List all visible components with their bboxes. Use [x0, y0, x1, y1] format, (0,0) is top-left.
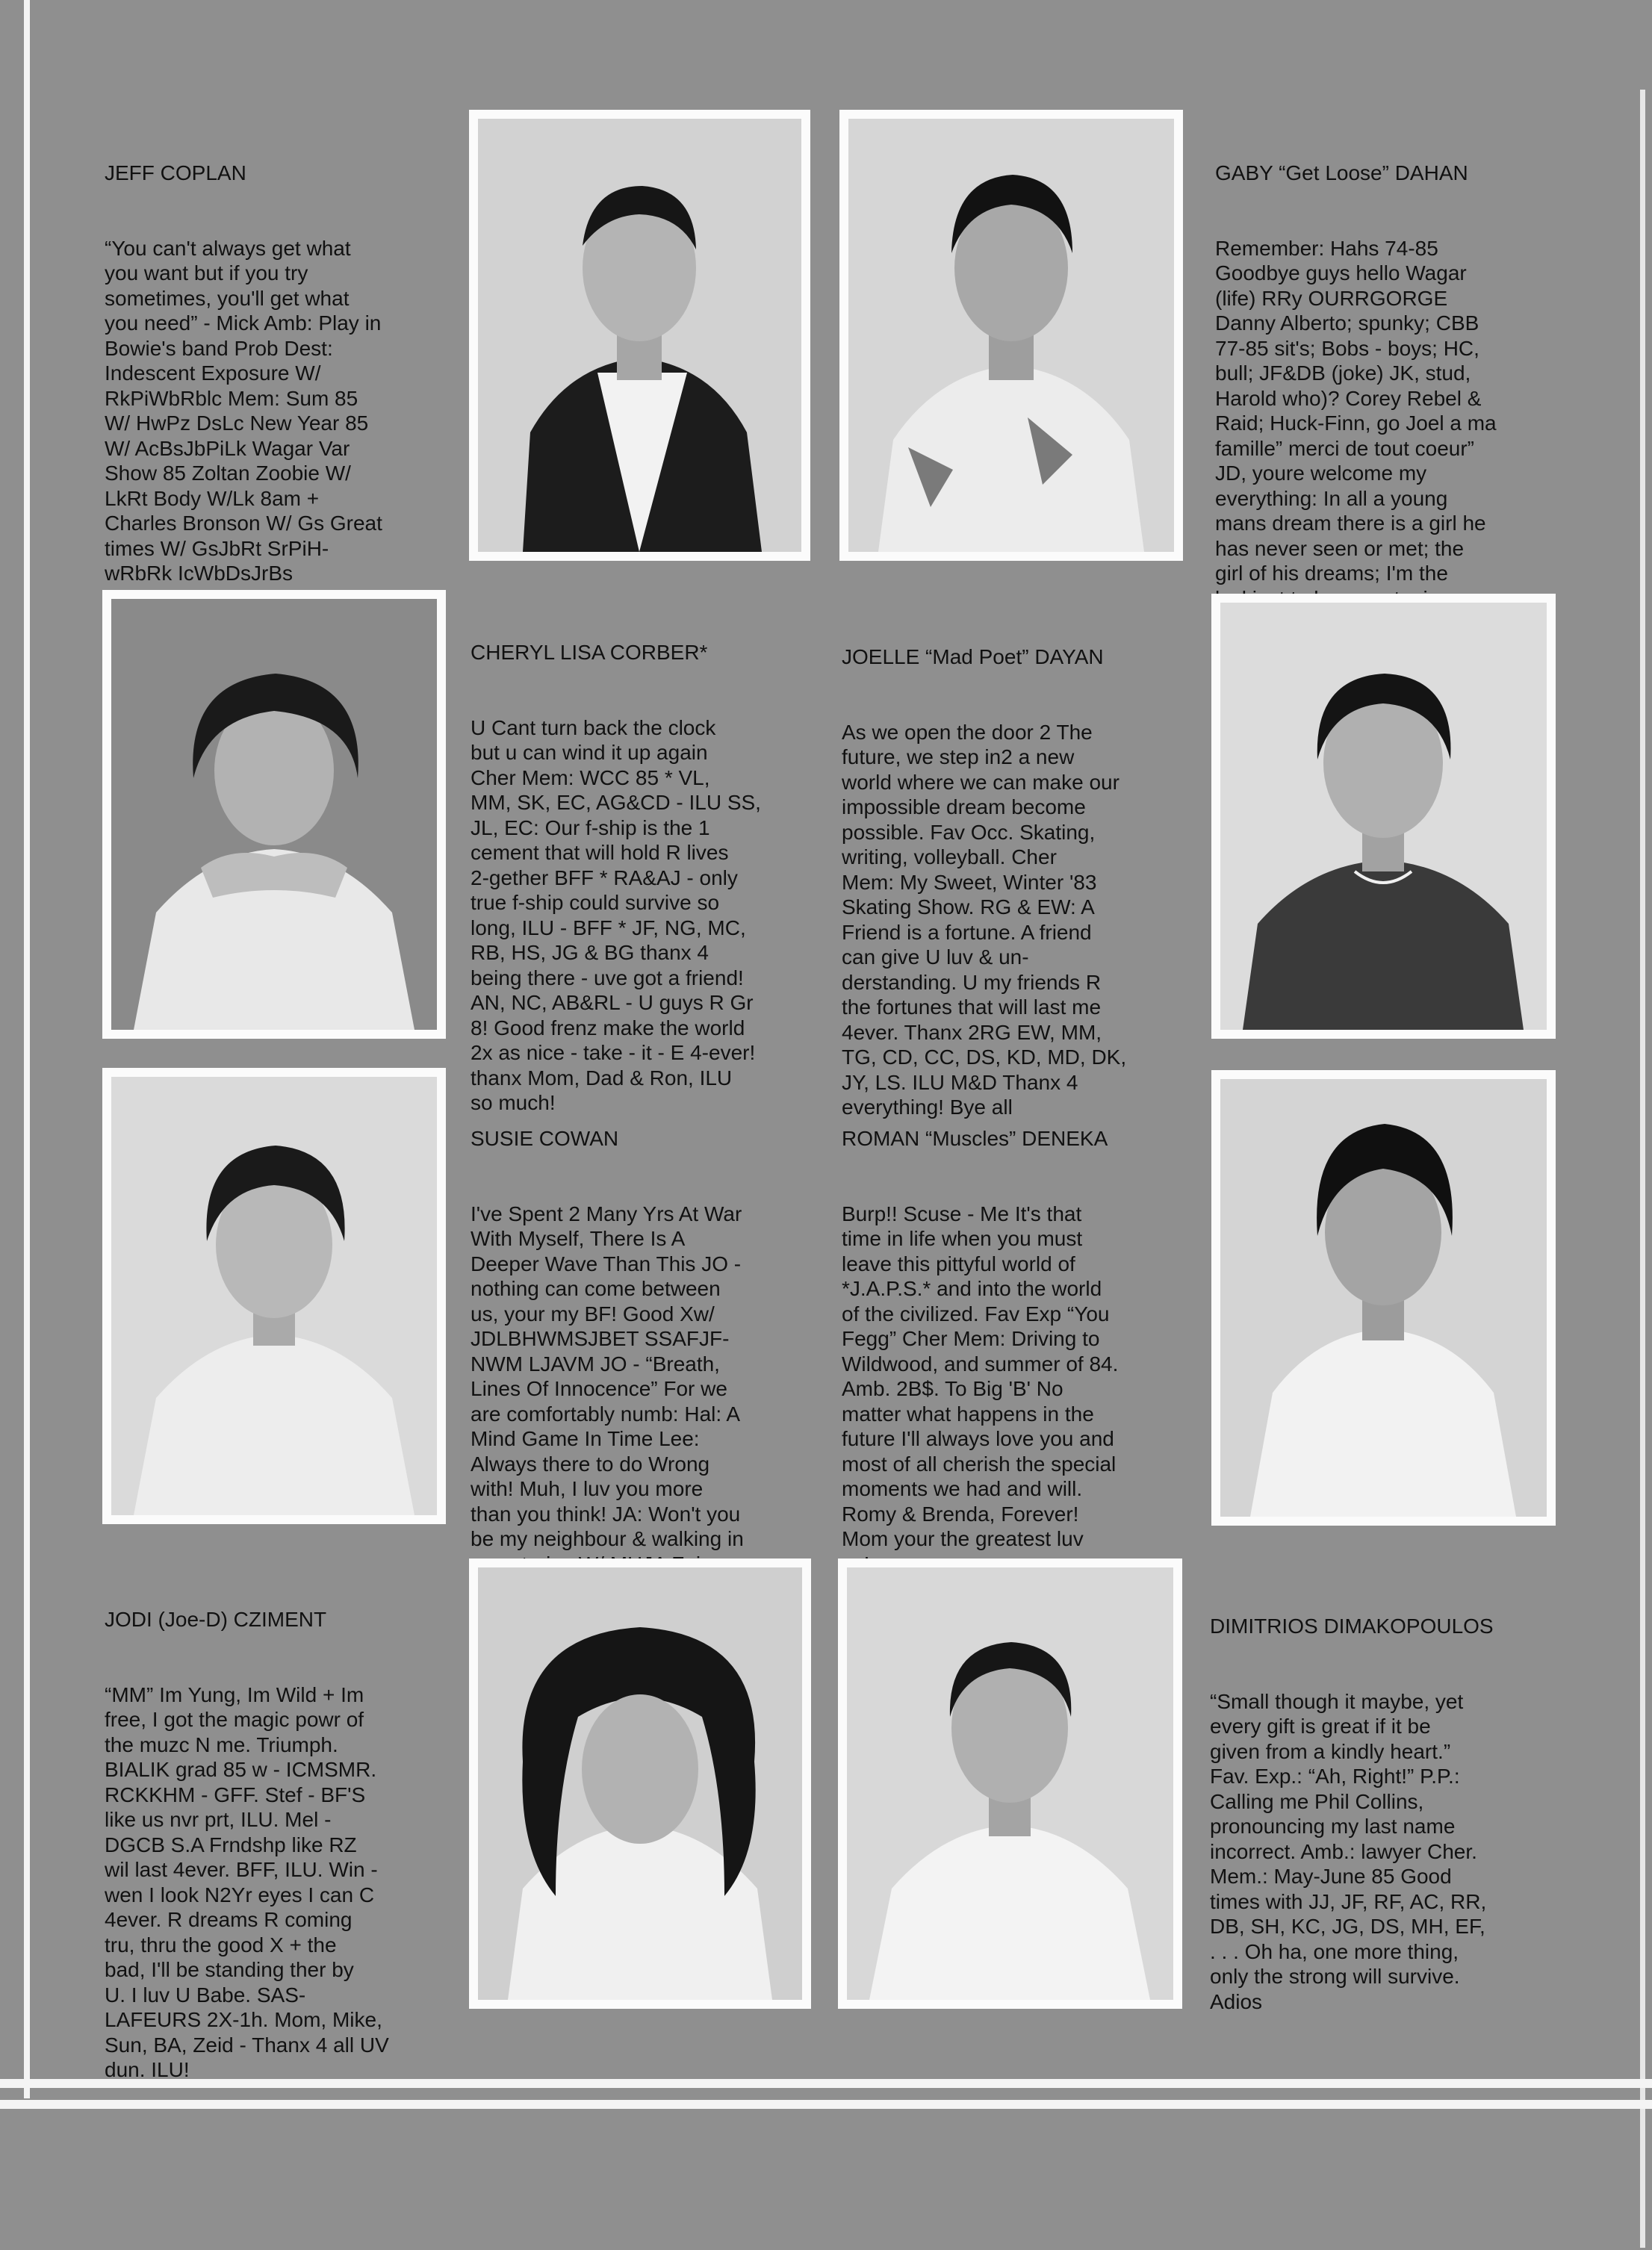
bio-line: Sun, BA, Zeid - Thanx 4 all UV — [105, 2033, 389, 2057]
bio-line: JL, EC: Our f-ship is the 1 — [471, 815, 710, 839]
bio-line: possible. Fav Occ. Skating, — [842, 820, 1096, 844]
bio-line: the muzc N me. Triumph. — [105, 1732, 338, 1756]
portrait-photo-coplan — [469, 110, 810, 561]
bio-line: but u can wind it up again — [471, 741, 708, 764]
bio-line: moments we had and will. — [842, 1477, 1083, 1500]
bio-line: Fav. Exp.: “Ah, Right!” P.P.: — [1210, 1765, 1460, 1788]
bio-line: be my neighbour & walking in — [471, 1527, 744, 1550]
bio-line: famille” merci de tout coeur” — [1215, 436, 1475, 460]
bio-line: so much! — [471, 1091, 556, 1114]
bio-line: wen I look N2Yr eyes I can C — [105, 1883, 375, 1906]
bio-block-corber — [471, 590, 808, 1140]
bio-line: U Cant turn back the clock — [471, 715, 716, 739]
bio-line: like us nvr prt, ILU. Mel - — [105, 1808, 332, 1831]
bio-line: free, I got the magic powr of — [105, 1708, 364, 1731]
right-border-rule — [1640, 90, 1645, 2248]
bio-line: Always there to do Wrong — [471, 1452, 710, 1476]
bio-line: JY, LS. ILU M&D Thanx 4 — [842, 1070, 1078, 1094]
bio-line: Raid; Huck-Finn, go Joel a ma — [1215, 411, 1497, 435]
bio-line: us, your my BF! Good Xw/ — [471, 1302, 715, 1326]
portrait-photo-cowan — [102, 1068, 446, 1524]
bio-line: Remember: Hahs 74-85 — [1215, 236, 1438, 260]
bio-line: can give U luv & un- — [842, 945, 1029, 969]
bio-line: Harold who)? Corey Rebel & — [1215, 386, 1482, 410]
bio-line: “Small though it maybe, yet — [1210, 1689, 1464, 1713]
student-name: JEFF COPLAN — [105, 161, 246, 184]
bio-line: 2x as nice - take - it - E 4-ever! — [471, 1041, 756, 1064]
bio-line: Fegg” Cher Mem: Driving to — [842, 1327, 1100, 1350]
bio-line: Mem: My Sweet, Winter '83 — [842, 870, 1097, 894]
bio-line: long, ILU - BFF * JF, NG, MC, — [471, 916, 746, 939]
bio-line: tru, thru the good X + the — [105, 1933, 337, 1957]
bio-text — [842, 720, 1179, 1120]
bio-line: thanx Mom, Dad & Ron, ILU — [471, 1066, 733, 1090]
bio-line: with! Muh, I luv you more — [471, 1477, 704, 1500]
bio-line: most of all cherish the special — [842, 1452, 1117, 1476]
bio-text — [105, 1682, 442, 2083]
bio-line: times with JJ, JF, RF, AC, RR, — [1210, 1889, 1487, 1913]
bio-line: Danny Alberto; spunky; CBB — [1215, 311, 1479, 335]
bio-line: Bowie's band Prob Dest: — [105, 336, 333, 360]
portrait-photo-dahan — [839, 110, 1183, 561]
bio-line: girl of his dreams; I'm the — [1215, 562, 1448, 585]
bio-text — [471, 715, 808, 1116]
bio-line: time in life when you must — [842, 1227, 1083, 1250]
bio-line: pronouncing my last name — [1210, 1815, 1456, 1838]
bio-line: given from a kindly heart.” — [1210, 1739, 1451, 1763]
bio-line: 8! Good frenz make the world — [471, 1016, 745, 1039]
bio-line: dun. ILU! — [105, 2058, 190, 2081]
bio-line: leave this pittyful world of — [842, 1252, 1075, 1275]
bio-line: . . . Oh ha, one more thing, — [1210, 1939, 1459, 1963]
bio-line: Friend is a fortune. A friend — [842, 920, 1092, 944]
bio-line: AN, NC, AB&RL - U guys R Gr — [471, 991, 754, 1014]
bio-line: Cher Mem: WCC 85 * VL, — [471, 765, 710, 789]
bio-line: being there - uve got a friend! — [471, 966, 744, 989]
bio-line: Skating Show. RG & EW: A — [842, 895, 1095, 919]
bio-line: JDLBHWMSJBET SSAFJF- — [471, 1327, 730, 1350]
bio-line: I've Spent 2 Many Yrs At War — [471, 1202, 742, 1225]
bio-block-dayan — [842, 594, 1179, 1145]
bio-line: bull; JF&DB (joke) JK, stud, — [1215, 361, 1471, 385]
bio-line: derstanding. U my friends R — [842, 970, 1102, 994]
bio-line: sometimes, you'll get what — [105, 286, 350, 310]
bio-line: W/ HwPz DsLc New Year 85 — [105, 411, 369, 435]
bio-line: you need” - Mick Amb: Play in — [105, 311, 382, 335]
bio-line: writing, volleyball. Cher — [842, 845, 1057, 868]
bio-line: only the strong will survive. — [1210, 1965, 1460, 1988]
bio-line: 4ever. R dreams R coming — [105, 1908, 353, 1931]
bio-line: Mem.: May-June 85 Good — [1210, 1865, 1452, 1888]
student-name: GABY “Get Loose” DAHAN — [1215, 161, 1468, 184]
portrait-photo-cziment — [469, 1558, 811, 2009]
bio-text — [1210, 1689, 1547, 2015]
bio-line: the fortunes that will last me — [842, 995, 1102, 1019]
bio-line: Adios — [1210, 1989, 1263, 2013]
bio-block-cziment — [105, 1557, 442, 2107]
bio-line: “You can't always get what — [105, 236, 351, 260]
bio-line: future, we step in2 a new — [842, 745, 1075, 768]
bio-block-dahan — [1215, 111, 1553, 661]
bio-line: JD, youre welcome my — [1215, 462, 1427, 485]
bio-line: wil last 4ever. BFF, ILU. Win - — [105, 1858, 378, 1881]
bio-line: bad, I'll be standing ther by — [105, 1958, 354, 1981]
bio-line: *J.A.P.S.* and into the world — [842, 1277, 1102, 1300]
bio-line: Calling me Phil Collins, — [1210, 1789, 1424, 1813]
bio-line: you want but if you try — [105, 261, 308, 285]
bio-line: incorrect. Amb.: lawyer Cher. — [1210, 1839, 1477, 1863]
bio-line: 2-gether BFF * RA&AJ - only — [471, 865, 738, 889]
bio-block-dimakopoulos — [1210, 1564, 1547, 2039]
bio-text — [842, 1202, 1179, 1577]
bio-line: “MM” Im Yung, Im Wild + Im — [105, 1682, 364, 1706]
bio-line: Romy & Brenda, Forever! — [842, 1502, 1079, 1526]
bio-line: (life) RRy OURRGORGE — [1215, 286, 1448, 310]
bio-line: W/ AcBsJbPiLk Wagar Var — [105, 436, 350, 460]
bio-line: impossible dream become — [842, 795, 1086, 818]
bio-line: RCKKHM - GFF. Stef - BF'S — [105, 1783, 366, 1806]
bio-line: wRbRk IcWbDsJrBs — [105, 562, 294, 585]
bio-line: BIALIK grad 85 w - ICMSMR. — [105, 1758, 377, 1781]
bio-line: 77-85 sit's; Bobs - boys; HC, — [1215, 336, 1479, 360]
bio-line: DGCB S.A Frndshp like RZ — [105, 1833, 357, 1856]
bio-line: As we open the door 2 The — [842, 720, 1093, 744]
bio-text — [471, 1202, 808, 1602]
student-name: SUSIE COWAN — [471, 1127, 619, 1150]
bio-line: Indescent Exposure W/ — [105, 361, 321, 385]
bio-text — [1215, 236, 1553, 636]
bio-line: MM, SK, EC, AG&CD - ILU SS, — [471, 791, 761, 814]
bio-line: are comfortably numb: Hal: A — [471, 1402, 741, 1426]
bio-block-cowan — [471, 1076, 808, 1626]
student-name: CHERYL LISA CORBER* — [471, 641, 708, 664]
bio-line: every gift is great if it be — [1210, 1715, 1431, 1738]
bio-line: LAFEURS 2X-1h. Mom, Mike, — [105, 2008, 382, 2031]
bio-line: TG, CD, CC, DS, KD, MD, DK, — [842, 1045, 1127, 1069]
bio-line: than you think! JA: Won't you — [471, 1502, 741, 1526]
bio-line: Mind Game In Time Lee: — [471, 1427, 700, 1450]
bio-line: NWM LJAVM JO - “Breath, — [471, 1352, 720, 1376]
bio-line: nothing can come between — [471, 1277, 721, 1300]
bio-line: DB, SH, KC, JG, DS, MH, EF, — [1210, 1915, 1485, 1938]
student-name: JOELLE “Mad Poet” DAYAN — [842, 645, 1104, 668]
bio-line: Charles Bronson W/ Gs Great — [105, 512, 382, 535]
bio-line: 4ever. Thanx 2RG EW, MM, — [842, 1020, 1102, 1044]
bio-line: has never seen or met; the — [1215, 536, 1465, 560]
student-name: JODI (Joe-D) CZIMENT — [105, 1608, 327, 1631]
bio-line: world where we can make our — [842, 770, 1120, 794]
bio-line: true f-ship could survive so — [471, 891, 720, 914]
bio-line: Burp!! Scuse - Me It's that — [842, 1202, 1082, 1225]
bio-line: Goodbye guys hello Wagar — [1215, 261, 1467, 285]
bio-line: future I'll always love you and — [842, 1427, 1114, 1450]
bio-line: of the civilized. Fav Exp “You — [842, 1302, 1110, 1326]
bio-line: cement that will hold R lives — [471, 841, 729, 864]
bio-line: Show 85 Zoltan Zoobie W/ — [105, 462, 351, 485]
bio-line: U. I luv U Babe. SAS- — [105, 1983, 306, 2007]
bio-block-deneka — [842, 1076, 1179, 1602]
portrait-photo-corber — [102, 590, 446, 1039]
student-name: ROMAN “Muscles” DENEKA — [842, 1127, 1108, 1150]
left-border-rule — [24, 0, 30, 2098]
bio-line: With Myself, There Is A — [471, 1227, 686, 1250]
bio-line: Lines Of Innocence” For we — [471, 1377, 727, 1400]
student-name: DIMITRIOS DIMAKOPOULOS — [1210, 1615, 1494, 1638]
bio-line: LkRt Body W/Lk 8am + — [105, 486, 320, 510]
bio-line: RkPiWbRblc Mem: Sum 85 — [105, 386, 358, 410]
bio-line: mans dream there is a girl he — [1215, 512, 1486, 535]
bio-line: Mom your the greatest luv — [842, 1527, 1084, 1550]
bio-line: everything! Bye all — [842, 1096, 1013, 1119]
bio-line: everything: In all a young — [1215, 486, 1448, 510]
portrait-photo-dayan — [1211, 594, 1556, 1039]
bio-line: Deeper Wave Than This JO - — [471, 1252, 742, 1275]
portrait-photo-dimakopoulos — [838, 1558, 1182, 2009]
portrait-photo-deneka — [1211, 1070, 1556, 1526]
bio-line: Wildwood, and summer of 84. — [842, 1352, 1119, 1376]
bio-line: RB, HS, JG & BG thanx 4 — [471, 941, 709, 964]
bio-line: matter what happens in the — [842, 1402, 1094, 1426]
bio-line: Amb. 2B$. To Big 'B' No — [842, 1377, 1063, 1400]
bio-line: times W/ GsJbRt SrPiH- — [105, 536, 329, 560]
